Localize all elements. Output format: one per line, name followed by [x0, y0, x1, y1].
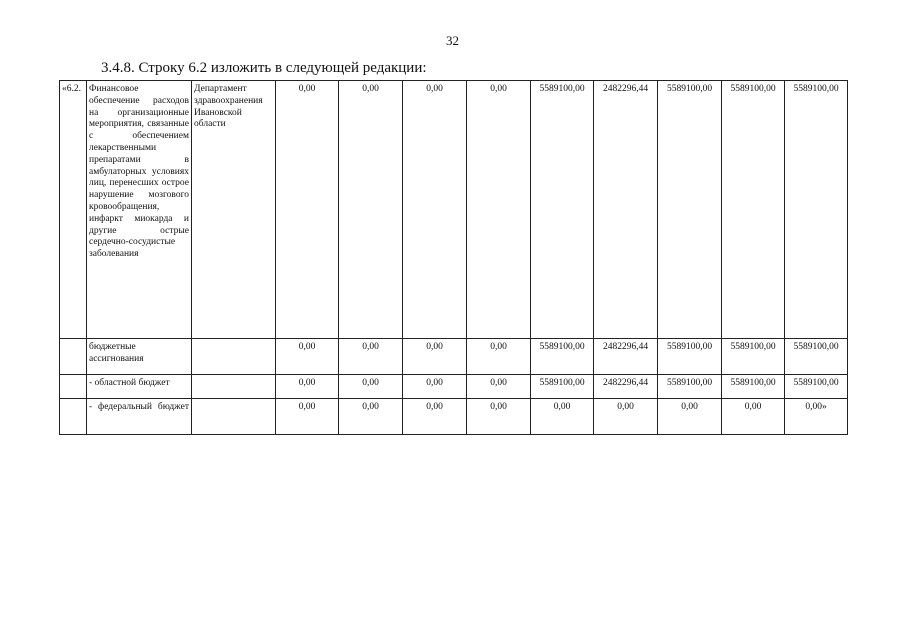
row-executor	[192, 375, 276, 399]
value-cell: 0,00	[467, 81, 531, 339]
value-cell: 0,00	[467, 375, 531, 399]
row-name: - федеральный бюджет	[87, 399, 192, 435]
row-executor: Департамент здравоохранения Ивановской области	[192, 81, 276, 339]
section-heading: 3.4.8. Строку 6.2 изложить в следующей редакции:	[101, 60, 427, 76]
value-cell: 0,00	[467, 339, 531, 375]
value-cell: 0,00	[339, 375, 403, 399]
value-cell: 0,00	[658, 399, 722, 435]
value-cell: 2482296,44	[594, 81, 658, 339]
row-name: Финансовое обеспечение расходов на организационные мероприятия, связанные с обеспечением лекарственными препаратами в амбулаторных условиях лиц, перенесших острое нарушение мозгового кровообращения, инфаркт миокарда и другие острые сердечно-сосудистые заболевания	[87, 81, 192, 339]
value-cell: 5589100,00	[658, 339, 722, 375]
row-number: «6.2.	[60, 81, 87, 339]
row-executor	[192, 339, 276, 375]
row-number	[60, 399, 87, 435]
value-cell: 0,00	[594, 399, 658, 435]
value-cell: 0,00	[339, 81, 403, 339]
value-cell: 0,00	[276, 375, 339, 399]
value-cell: 0,00	[531, 399, 594, 435]
value-cell: 5589100,00	[658, 81, 722, 339]
row-number	[60, 375, 87, 399]
row-name: - областной бюджет	[87, 375, 192, 399]
value-cell: 5589100,00	[531, 81, 594, 339]
value-cell: 0,00	[403, 399, 467, 435]
value-cell: 5589100,00	[785, 375, 848, 399]
value-cell: 0,00	[403, 339, 467, 375]
value-cell: 2482296,44	[594, 375, 658, 399]
value-cell: 5589100,00	[722, 81, 785, 339]
value-cell: 0,00	[339, 339, 403, 375]
value-cell: 5589100,00	[658, 375, 722, 399]
value-cell: 5589100,00	[531, 339, 594, 375]
value-cell: 5589100,00	[722, 375, 785, 399]
value-cell: 0,00	[339, 399, 403, 435]
value-cell: 5589100,00	[785, 81, 848, 339]
value-cell: 5589100,00	[531, 375, 594, 399]
value-cell: 0,00»	[785, 399, 848, 435]
row-name: бюджетные ассигнования	[87, 339, 192, 375]
value-cell: 5589100,00	[722, 339, 785, 375]
value-cell: 0,00	[467, 399, 531, 435]
page-number: 32	[446, 33, 459, 48]
financing-table	[59, 80, 848, 435]
table-row	[60, 375, 848, 399]
row-executor	[192, 399, 276, 435]
value-cell: 0,00	[403, 375, 467, 399]
value-cell: 0,00	[276, 399, 339, 435]
value-cell: 5589100,00	[785, 339, 848, 375]
table-row	[60, 339, 848, 375]
value-cell: 0,00	[722, 399, 785, 435]
value-cell: 0,00	[276, 339, 339, 375]
value-cell: 0,00	[276, 81, 339, 339]
table-row	[60, 399, 848, 435]
value-cell: 2482296,44	[594, 339, 658, 375]
value-cell: 0,00	[403, 81, 467, 339]
table-row	[60, 81, 848, 339]
row-number	[60, 339, 87, 375]
